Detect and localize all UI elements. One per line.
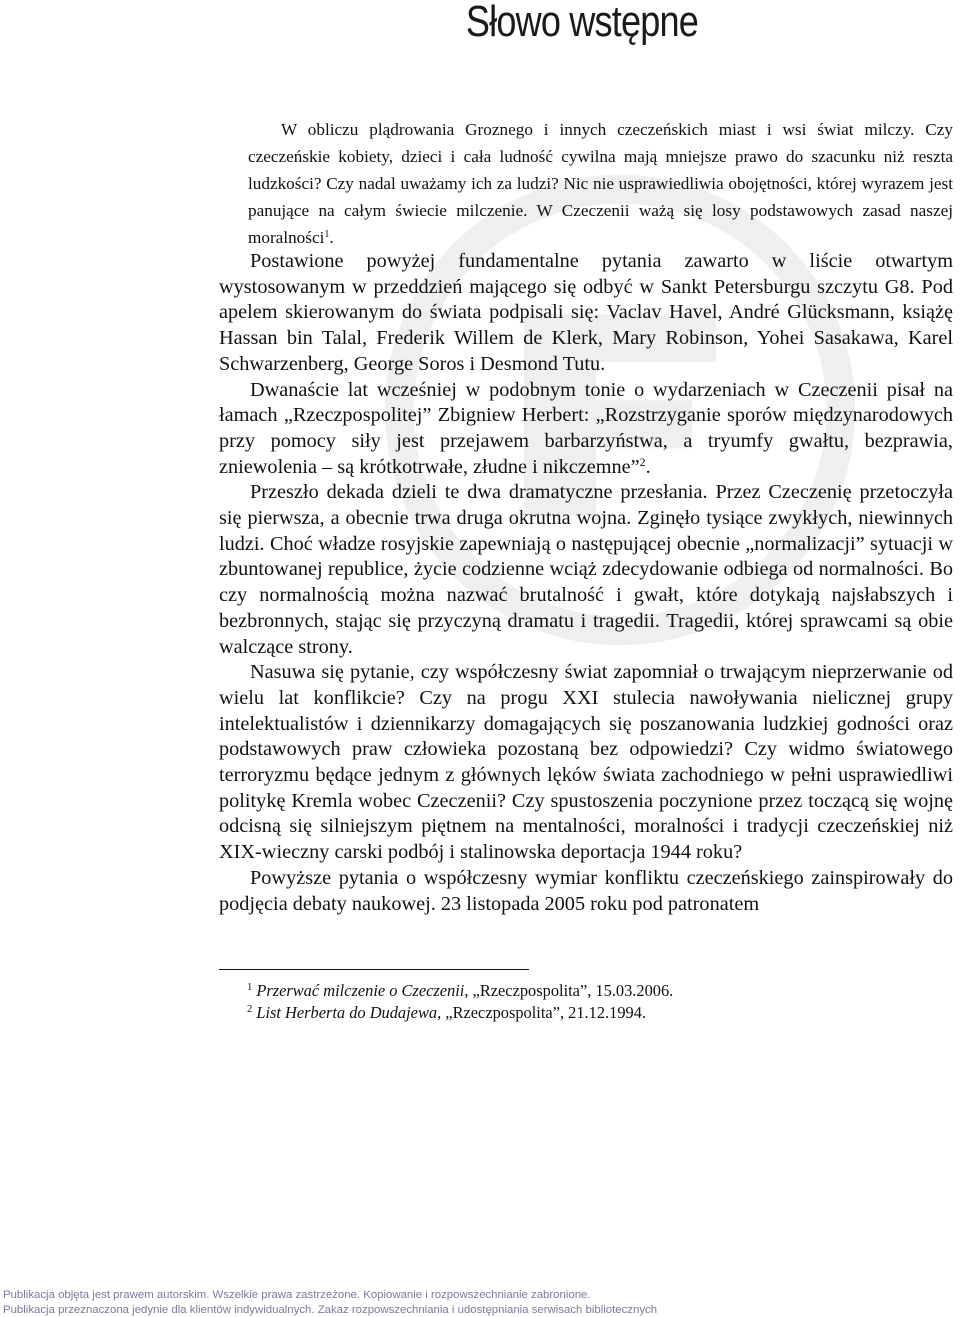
copyright-line-2: Publikacja przeznaczona jedynie dla klientów indywidualnych. Zakaz rozpowszechniania i udostępniania serwisach bibliotecznych [3,1303,658,1316]
footnote-ref-1: 1 [324,229,330,241]
body-text [219,249,953,917]
footnote-ref-2: 2 [639,455,646,469]
copyright-notice [3,1288,657,1317]
footnote-source: , „Rzeczpospolita”, 15.03.2006. [464,981,674,1000]
footnote-2 [247,1002,947,1024]
motto-end: . [329,228,334,247]
paragraph-2 [219,378,953,481]
footnote-source: , „Rzeczpospolita”, 21.12.1994. [437,1003,647,1022]
motto-paragraph [248,116,953,251]
motto-quote [248,116,953,251]
footnote-1 [247,980,947,1002]
paragraph-5: Powyższe pytania o współczesny wymiar konfliktu czeczeńskiego zainspirowały do podjęcia debaty naukowej. 23 listopada 2005 roku pod patronatem [219,866,953,915]
paragraph-4: Nasuwa się pytanie, czy współczesny świat zapomniał o trwającym nieprzerwanie od wielu lat konflikcie? Czy na progu XXI stulecia nawoływania nielicznej grupy intelektualistów i dziennikarzy domagających się poszanowania ludzkiej godności oraz podstawowych praw człowieka pozostaną bez odpowiedzi? Czy widmo światowego terroryzmu będące jednym z głównych lęków świata zachodniego w pełni usprawiedliwi politykę Kremla wobec Czeczenii? Czy spustoszenia poczynione przez toczącą się wojnę odcisną się silniejszym piętnem na mentalności, moralności i tradycji czeczeńskiej niż XIX-wieczny carski podbój i stalinowska deportacja 1944 roku? [219,661,953,864]
footnote-separator [219,969,529,970]
page-title: Słowo wstępne [465,0,698,46]
paragraph-2-end: . [645,455,651,478]
motto-text: W obliczu plądrowania Groznego i innych czeczeńskich miast i wsi świat milczy. Czy czeczeńskie kobiety, dzieci i cała ludność cywilna mają mniejsze prawo do szacunku niż reszta ludzkości? Czy nadal uważamy ich za ludzi? Nic nie usprawiedliwia obojętności, której wyrazem jest panujące na całym świecie milczenie. W Czeczenii ważą się losy podstawowych zasad naszej moralności [248,120,953,247]
copyright-line-1: Publikacja objęta jest prawem autorskim. Wszelkie prawa zastrzeżone. Kopiowanie i rozpowszechnianie zabronione. [3,1289,591,1301]
paragraph-2-text: Dwanaście lat wcześniej w podobnym tonie o wydarzeniach w Czeczenii pisał na łamach „Rzeczpospolitej” Zbigniew Herbert: „Rozstrzyganie sporów międzynarodowych przy pomocy siły jest przejawem barbarzyństwa, a tryumfy gwałtu, bezprawia, zniewolenia – są krótkotrwałe, złudne i nikczemne” [219,378,953,478]
footnote-title: List Herberta do Dudajewa [256,1003,438,1022]
footnote-number: 1 [247,982,253,994]
footnote-title: Przerwać milczenie o Czeczenii [256,981,465,1000]
footnote-number: 2 [247,1004,253,1016]
paragraph-1: Postawione powyżej fundamentalne pytania zawarto w liście otwartym wystosowanym w przeddzień mającego się odbyć w Sankt Petersburgu szczytu G8. Pod apelem skierowanym do świata podpisali się: Vaclav Havel, André Glücksmann, książę Hassan bin Talal, Frederik Willem de Klerk, Mary Robinson, Yohei Sasakawa, Karel Schwarzenberg, George Soros i Desmond Tutu. [219,250,953,375]
paragraph-3: Przeszło dekada dzieli te dwa dramatyczne przesłania. Przez Czeczenię przetoczyła się pierwsza, a obecnie trwa druga okrutna wojna. Zginęło tysiące zwykłych, niewinnych ludzi. Choć władze rosyjskie zapewniają o następującej obecnie „normalizacji” sytuacji w zbuntowanej republice, życie codzienne wciąż zdecydowanie odbiega od normalności. Bo czy normalnością można nazwać brutalność i gwałt, które dotykają najsłabszych i bezbronnych, stając się przyczyną dramatu i tragedii. Tragedii, której sprawcami są obie walczące strony. [219,481,953,658]
footnotes [247,980,947,1024]
